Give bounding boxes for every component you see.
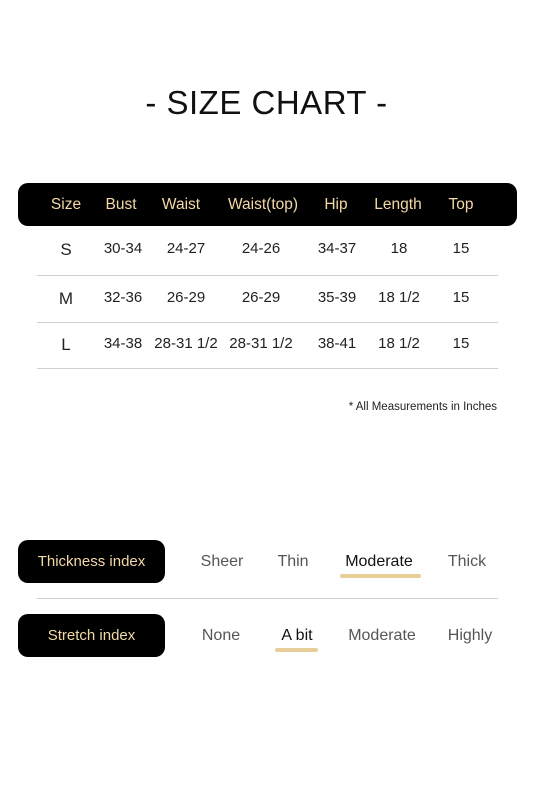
size-table — [18, 183, 517, 226]
header-waist: Waist — [161, 196, 201, 213]
header-size: Size — [50, 196, 82, 213]
thickness-option-thick: Thick — [447, 553, 487, 570]
measurement-note: * All Measurements in Inches — [348, 401, 497, 413]
row-divider — [37, 322, 498, 323]
cell-waist: 26-29 — [166, 289, 206, 306]
cell-bust: 34-38 — [103, 335, 143, 352]
stretch-index-row — [18, 614, 517, 657]
cell-hip: 35-39 — [317, 289, 357, 306]
thickness-selected-underline — [340, 574, 421, 578]
cell-waist-top: 28-31 1/2 — [229, 335, 293, 352]
cell-length: 18 1/2 — [378, 335, 420, 352]
stretch-option-highly: Highly — [447, 627, 493, 644]
header-top: Top — [448, 196, 474, 213]
cell-hip: 34-37 — [317, 240, 357, 257]
cell-bust: 32-36 — [103, 289, 143, 306]
cell-length: 18 1/2 — [378, 289, 420, 306]
cell-top: 15 — [452, 335, 470, 352]
row-divider — [37, 275, 498, 276]
stretch-selected-underline — [275, 648, 318, 652]
table-row — [18, 289, 479, 335]
cell-waist-top: 26-29 — [241, 289, 281, 306]
page-title: - SIZE CHART - — [145, 84, 388, 121]
header-waist-top: Waist(top) — [227, 196, 299, 213]
size-table-header — [18, 183, 517, 226]
thickness-option-moderate: Moderate — [345, 553, 413, 570]
header-hip: Hip — [324, 196, 348, 213]
thickness-index-row — [18, 540, 517, 583]
thickness-index-label: Thickness index — [18, 540, 165, 583]
cell-size: M — [58, 289, 74, 308]
table-row — [18, 240, 479, 286]
stretch-option-a-bit: A bit — [281, 627, 313, 644]
cell-top: 15 — [452, 240, 470, 257]
stretch-option-moderate: Moderate — [348, 627, 416, 644]
cell-length: 18 — [390, 240, 408, 257]
cell-waist: 24-27 — [166, 240, 206, 257]
stretch-option-none: None — [201, 627, 241, 644]
section-divider — [37, 598, 498, 599]
cell-top: 15 — [452, 289, 470, 306]
table-row — [18, 335, 479, 381]
thickness-option-thin: Thin — [277, 553, 309, 570]
header-bust: Bust — [105, 196, 137, 213]
stretch-index-label: Stretch index — [18, 614, 165, 657]
cell-waist: 28-31 1/2 — [154, 335, 218, 352]
cell-size: L — [61, 335, 71, 354]
row-divider — [37, 368, 498, 369]
cell-bust: 30-34 — [103, 240, 143, 257]
header-length: Length — [374, 196, 422, 213]
cell-waist-top: 24-26 — [241, 240, 281, 257]
cell-size: S — [60, 240, 72, 259]
thickness-option-sheer: Sheer — [200, 553, 244, 570]
cell-hip: 38-41 — [317, 335, 357, 352]
